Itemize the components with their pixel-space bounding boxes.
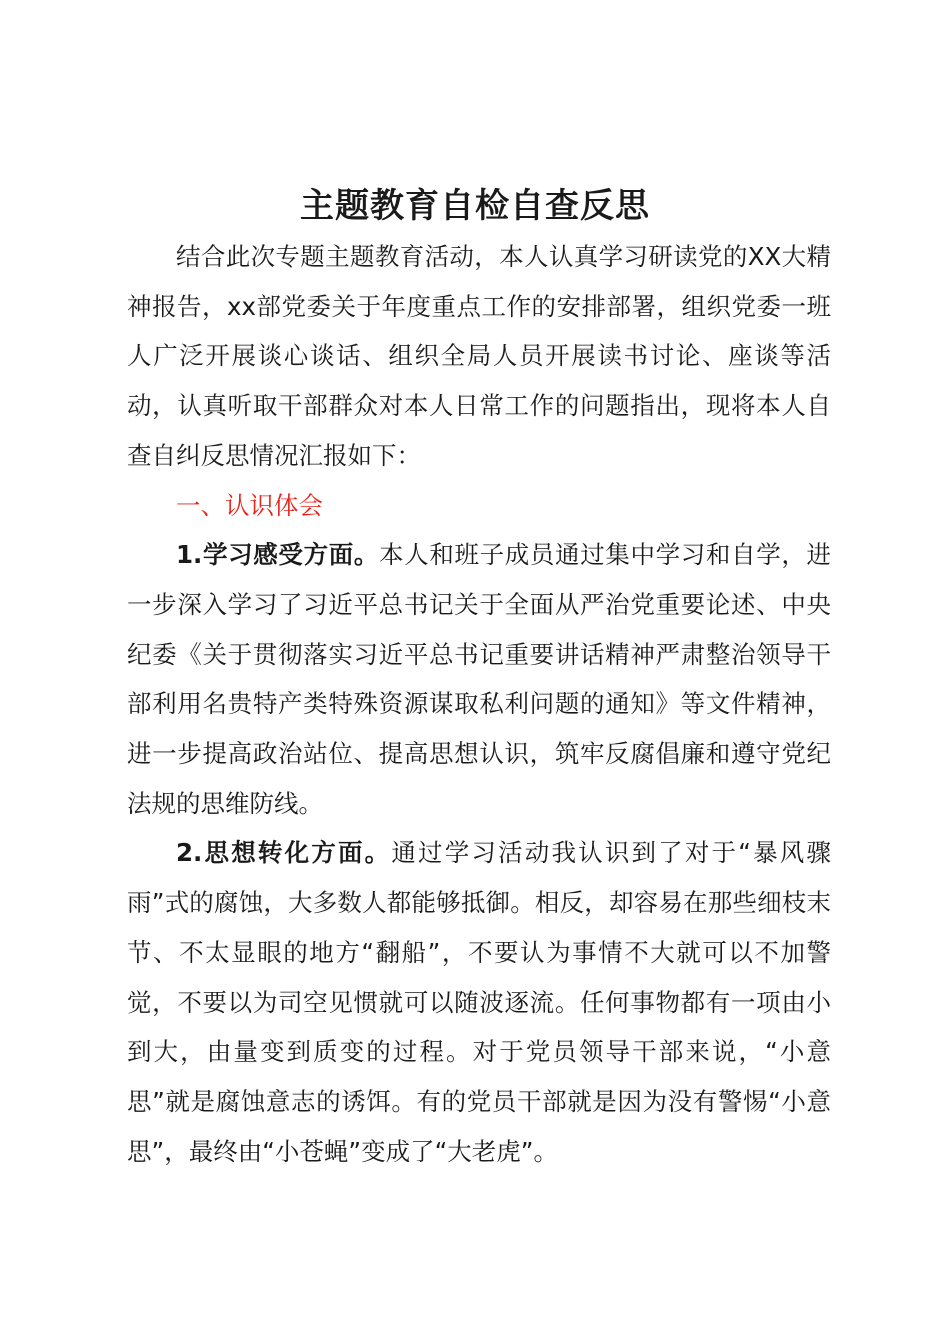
paragraph-thought-change [127,828,831,1176]
paragraph-text: 本人和班子成员通过集中学习和自学，进一步深入学习了习近平总书记关于全面从严治党重要论述、中央纪委《关于贯彻落实习近平总书记重要讲话精神严肃整治领导干部利用名贵特产类特殊资源谋取私利问题的通知》等文件精神，进一步提高政治站位、提高思想认识，筑牢反腐倡廉和遵守党纪法规的思维防线。 [127,540,832,818]
section-heading: 一、认识体会 [176,490,323,520]
intro-paragraph: 结合此次专题主题教育活动，本人认真学习研读党的XX大精神报告，xx部党委关于年度重点工作的安排部署，组织党委一班人广泛开展谈心谈话、组织全局人员开展读书讨论、座谈等活动，认真听取干部群众对本人日常工作的问题指出，现将本人自查自纠反思情况汇报如下： [127,242,831,470]
paragraph-lead: 1.学习感受方面。 [176,540,380,570]
paragraph-lead: 2.思想转化方面。 [176,838,392,868]
paragraph-text: 通过学习活动我认识到了对于“暴风骤雨”式的腐蚀，大多数人都能够抵御。相反，却容易在那些细枝末节、不太显眼的地方“翻船”，不要认为事情不大就可以不加警觉，不要以为司空见惯就可以随波逐流。任何事物都有一项由小到大，由量变到质变的过程。对于党员领导干部来说，“小意思”就是腐蚀意志的诱饵。有的党员干部就是因为没有警惕“小意思”，最终由“小苍蝇”变成了“大老虎”。 [127,838,831,1166]
document-title: 主题教育自检自查反思 [300,186,650,226]
paragraph-study-experience [127,530,831,828]
document-body [127,232,831,1176]
